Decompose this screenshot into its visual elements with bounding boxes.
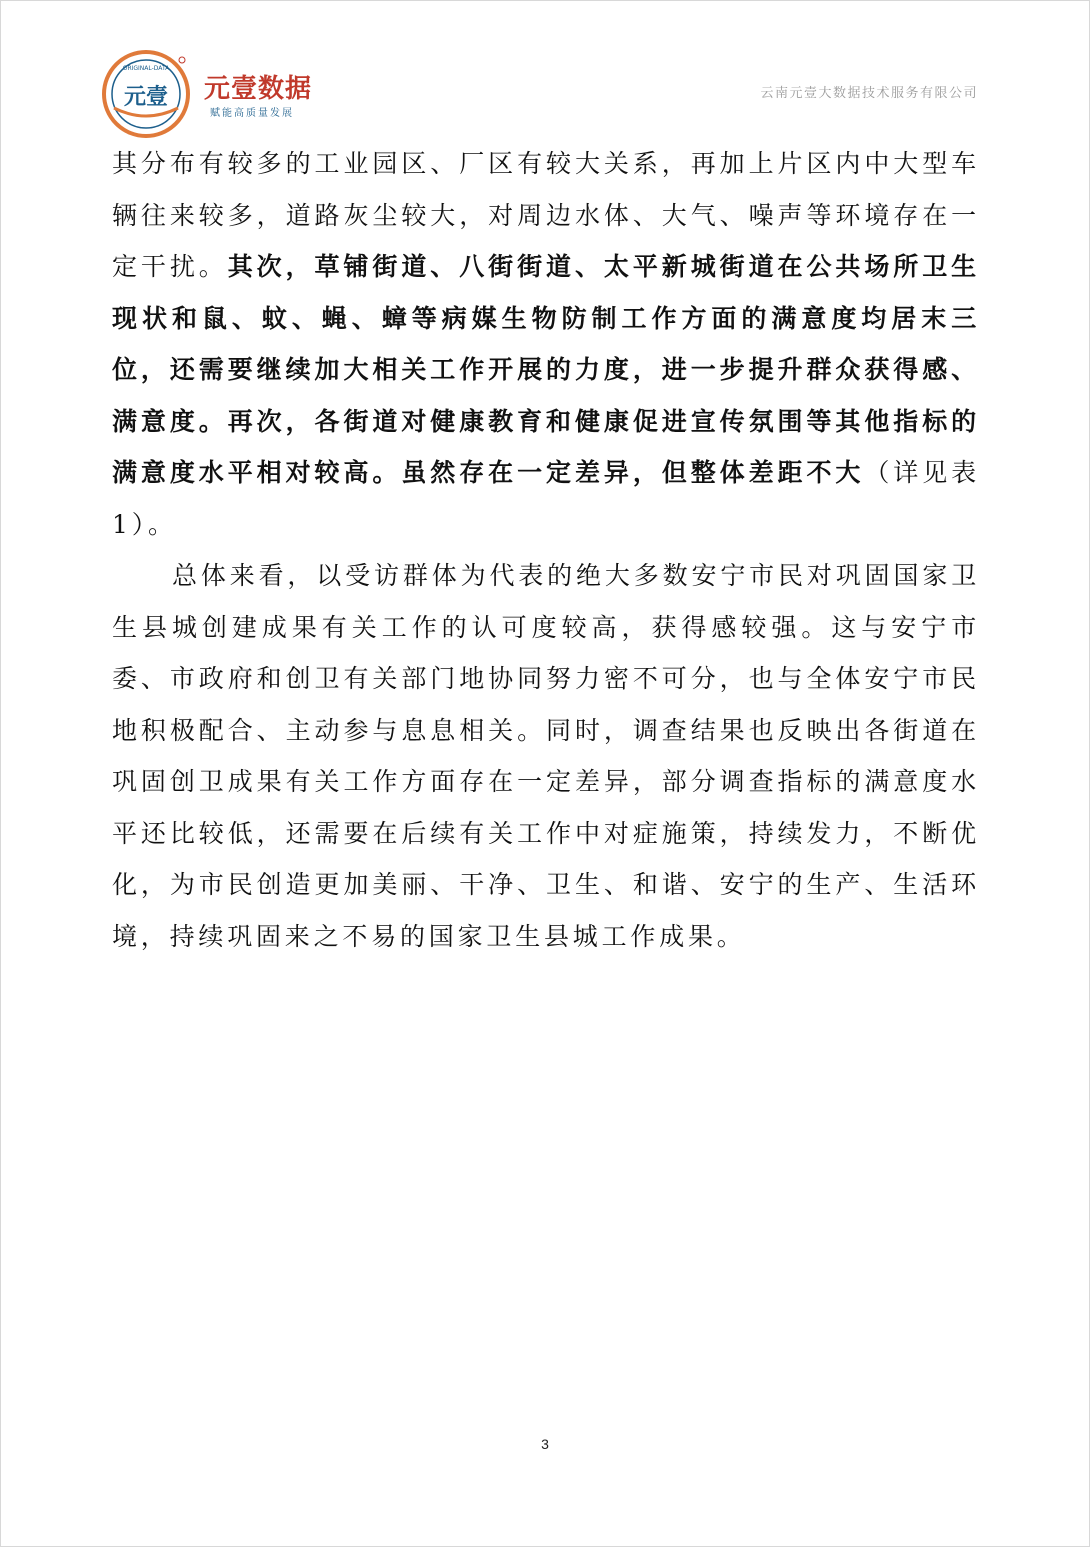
paragraph-1-bold-text: 其次，草铺街道、八街街道、太平新城街道在公共场所卫生现状和鼠、蚊、蝇、蟑等病媒生物防制工作方面的满意度均居末三位，还需要继续加大相关工作开展的力度，进一步提升群众获得感、满意度。再次，各街道对健康教育和健康促进宣传氛围等其他指标的满意度水平相对较高。虽然存在一定差异，但整体差距不大 (112, 252, 980, 487)
logo-glyph: 元壹 (123, 85, 169, 110)
document-body (112, 138, 980, 962)
paragraph-1-text-start: 其分布有较多的工业园区、厂区有较大关系，再加上片区内中大型车辆往来较多，道路灰尘较大，对周边水体、大气、噪声等环境存在一定干扰。 (112, 149, 980, 281)
logo-ring-text: ORIGINAL-DATA (122, 65, 170, 72)
page-number: 3 (541, 1436, 549, 1452)
paragraph-1-text-end: （详见表 1）。 (112, 458, 980, 539)
brand-tagline: 赋能高质量发展 (210, 108, 294, 119)
page-header (100, 48, 980, 138)
paragraph-1 (112, 138, 980, 550)
paragraph-2: 总体来看，以受访群体为代表的绝大多数安宁市民对巩固国家卫生县城创建成果有关工作的认可度较高，获得感较强。这与安宁市委、市政府和创卫有关部门地协同努力密不可分，也与全体安宁市民地积极配合、主动参与息息相关。同时，调查结果也反映出各街道在巩固创卫成果有关工作方面存在一定差异，部分调查指标的满意度水平还比较低，还需要在后续有关工作中对症施策，持续发力，不断优化，为市民创造更加美丽、干净、卫生、和谐、安宁的生产、生活环境，持续巩固来之不易的国家卫生县城工作成果。 (112, 561, 980, 951)
brand-name: 元壹数据 (204, 74, 313, 104)
company-name: 云南元壹大数据技术服务有限公司 (760, 86, 978, 101)
company-logo (100, 48, 192, 140)
